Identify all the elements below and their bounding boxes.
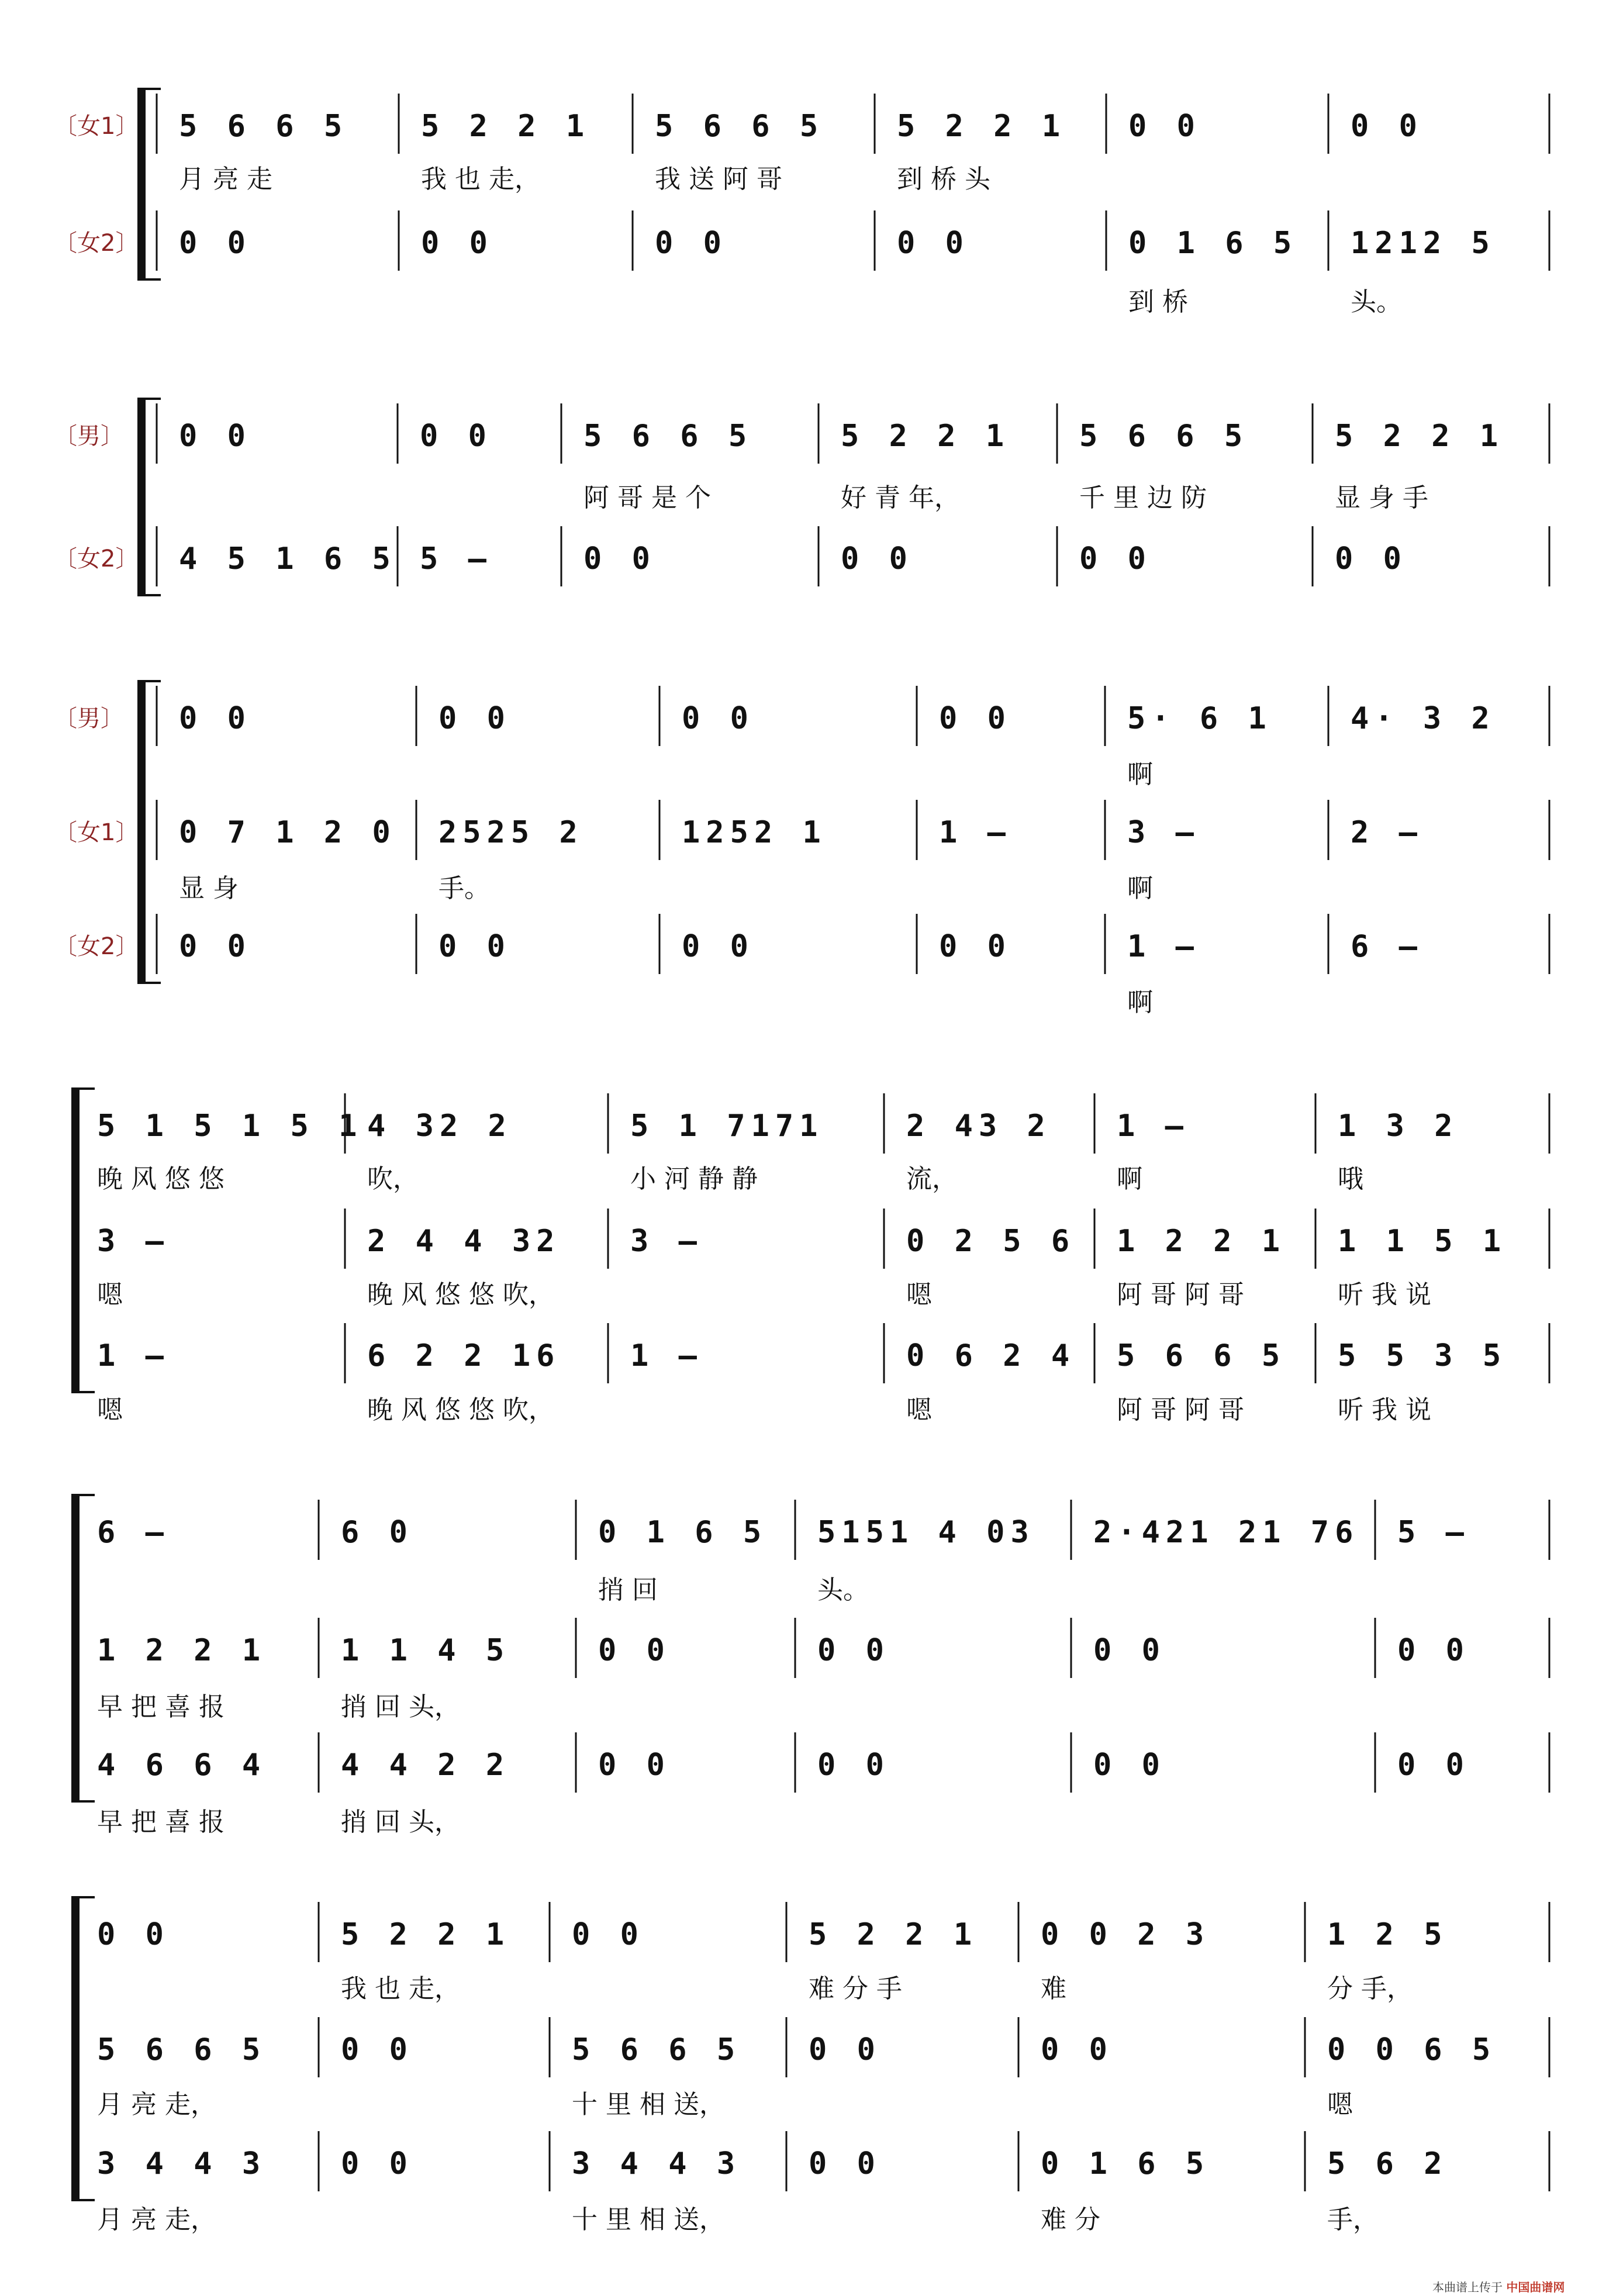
measure-notes: 2·421 21 76 — [1093, 1515, 1359, 1550]
measure-notes: 4 5 1 6 5 — [179, 541, 396, 576]
lyric-text: 十 里 相 送， — [572, 2205, 725, 2235]
measure-notes: 1 1 4 5 — [341, 1633, 510, 1668]
measure-notes: 1252 1 — [682, 815, 827, 850]
measure-notes: 0 0 — [438, 929, 511, 964]
measure-notes: 0 0 — [1093, 1748, 1166, 1783]
lyric-text: 流， — [906, 1164, 958, 1194]
measure-notes: 0 0 — [1093, 1633, 1166, 1668]
measure-notes: 3 4 4 3 — [572, 2146, 741, 2181]
measure-notes: 1 2 5 — [1327, 1917, 1448, 1952]
lyric-text: 晚 风 悠 悠 吹， — [367, 1395, 554, 1425]
lyric-text: 啊 — [1127, 873, 1153, 903]
measure-notes: 5 1 7171 — [630, 1109, 824, 1144]
lyric-text: 我 也 走， — [341, 1974, 460, 2004]
lyric-text: 听 我 说 — [1338, 1395, 1431, 1425]
measure-notes: 5151 4 03 — [817, 1515, 1035, 1550]
measure-notes: 3 – — [630, 1224, 703, 1259]
measure-notes: 6 – — [97, 1515, 170, 1550]
measure-notes: 2 4 4 32 — [367, 1224, 561, 1259]
measure-notes: 1 – — [630, 1338, 703, 1373]
lyric-text: 十 里 相 送， — [572, 2090, 725, 2119]
part-label: 〔男〕 — [54, 423, 124, 450]
lyric-text: 听 我 说 — [1338, 1280, 1431, 1310]
lyric-text: 千 里 边 防 — [1079, 483, 1207, 513]
lyric-text: 嗯 — [1327, 2090, 1353, 2119]
lyric-text: 嗯 — [97, 1280, 123, 1310]
measure-notes: 5 6 6 5 — [583, 419, 753, 454]
lyric-text: 吹， — [367, 1164, 419, 1194]
measure-notes: 5 6 6 5 — [179, 109, 348, 144]
measure-notes: 5 5 3 5 — [1338, 1338, 1507, 1373]
lyric-text: 我 送 阿 哥 — [655, 164, 782, 194]
measure-notes: 1 2 2 1 — [1117, 1224, 1286, 1259]
measure-notes: 5 6 6 5 — [572, 2032, 741, 2067]
part-label: 〔女1〕 — [54, 819, 139, 846]
lyric-text: 啊 — [1117, 1164, 1142, 1194]
measure-notes: 0 0 2 3 — [1041, 1917, 1210, 1952]
system-1 — [54, 89, 1549, 317]
measure-notes: 0 1 6 5 — [598, 1515, 768, 1550]
measure-notes: 0 0 — [179, 929, 251, 964]
lyric-text: 啊 — [1127, 759, 1153, 789]
footer-brand: 中国曲谱网 — [1506, 2280, 1565, 2294]
footer — [1432, 2278, 1565, 2295]
measure-notes: 2 – — [1351, 815, 1423, 850]
measure-notes: 0 0 — [97, 1917, 170, 1952]
measure-notes: 0 0 — [1128, 109, 1201, 144]
lyric-text: 小 河 静 静 — [630, 1164, 758, 1194]
measure-notes: 6 0 — [341, 1515, 413, 1550]
measure-notes: 6 – — [1351, 929, 1423, 964]
part-label: 〔男〕 — [54, 705, 124, 732]
measure-notes: 5 6 6 5 — [97, 2032, 267, 2067]
measure-notes: 0 0 — [809, 2146, 881, 2181]
measure-notes: 0 7 1 2 0 — [179, 815, 396, 850]
lyric-text: 早 把 喜 报 — [97, 1692, 225, 1722]
part-label: 〔女2〕 — [54, 545, 139, 572]
system-4 — [71, 1089, 1549, 1425]
measure-notes: 1 – — [939, 815, 1011, 850]
lyric-text: 阿 哥 是 个 — [583, 483, 711, 513]
measure-notes: 5 2 2 1 — [1335, 419, 1504, 454]
measure-notes: 1212 5 — [1351, 226, 1496, 261]
measure-notes: 3 – — [97, 1224, 170, 1259]
lyric-text: 阿 哥 阿 哥 — [1117, 1395, 1244, 1425]
lyric-text: 手， — [1327, 2205, 1379, 2235]
lyric-text: 嗯 — [906, 1395, 932, 1425]
lyric-text: 到 桥 — [1128, 287, 1188, 317]
measure-notes: 0 0 — [1397, 1748, 1470, 1783]
measure-notes: 5 2 2 1 — [841, 419, 1010, 454]
lyric-text: 分 手， — [1327, 1974, 1413, 2004]
measure-notes: 5 2 2 1 — [421, 109, 591, 144]
measure-notes: 0 6 2 4 — [906, 1338, 1076, 1373]
measure-notes: 0 0 — [939, 929, 1011, 964]
measure-notes: 4 4 2 2 — [341, 1748, 510, 1783]
measure-notes: 0 0 — [682, 701, 754, 736]
measure-notes: 0 0 — [179, 419, 251, 454]
lyric-text: 晚 风 悠 悠 吹， — [367, 1280, 554, 1310]
lyric-text: 嗯 — [906, 1280, 932, 1310]
measure-notes: 1 – — [1127, 929, 1200, 964]
measure-notes: 0 0 — [841, 541, 913, 576]
measure-notes: 0 0 — [438, 701, 511, 736]
lyric-text: 月 亮 走， — [97, 2090, 216, 2119]
measure-notes: 0 0 — [179, 701, 251, 736]
lyric-text: 啊 — [1127, 988, 1153, 1017]
lyric-text: 显 身 手 — [1335, 483, 1428, 513]
system-5 — [71, 1495, 1549, 1837]
measure-notes: 0 0 — [598, 1748, 671, 1783]
system-6 — [71, 1897, 1549, 2235]
lyric-text: 早 把 喜 报 — [97, 1807, 225, 1837]
measure-notes: 0 0 — [682, 929, 754, 964]
measure-notes: 0 2 5 6 — [906, 1224, 1076, 1259]
lyric-text: 头。 — [817, 1575, 869, 1605]
lyric-text: 难 分 — [1041, 2205, 1100, 2235]
lyric-text: 手。 — [438, 873, 490, 903]
part-label: 〔女2〕 — [54, 933, 139, 960]
measure-notes: 0 0 — [420, 419, 492, 454]
measure-notes: 5 6 6 5 — [1117, 1338, 1286, 1373]
measure-notes: 4 6 6 4 — [97, 1748, 267, 1783]
lyric-text: 阿 哥 阿 哥 — [1117, 1280, 1244, 1310]
measure-notes: 0 0 — [1351, 109, 1423, 144]
lyric-text: 嗯 — [97, 1395, 123, 1425]
measure-notes: 5 2 2 1 — [341, 1917, 510, 1952]
measure-notes: 0 0 — [572, 1917, 644, 1952]
measure-notes: 0 0 — [1335, 541, 1407, 576]
measure-notes: 5 6 6 5 — [1079, 419, 1249, 454]
measure-notes: 0 0 — [655, 226, 727, 261]
measure-notes: 2 43 2 — [906, 1109, 1051, 1144]
lyric-text: 我 也 走， — [421, 164, 540, 194]
measure-notes: 4· 3 2 — [1351, 701, 1496, 736]
lyric-text: 难 分 手 — [809, 1974, 902, 2004]
measure-notes: 0 0 — [1079, 541, 1152, 576]
measure-notes: 0 0 — [598, 1633, 671, 1668]
lyric-text: 捎 回 — [598, 1575, 658, 1605]
measure-notes: 6 2 2 16 — [367, 1338, 561, 1373]
measure-notes: 5 1 5 1 5 1 — [97, 1109, 363, 1144]
system-3 — [54, 681, 1549, 1017]
lyric-text: 月 亮 走 — [179, 164, 272, 194]
lyric-text: 捎 回 头， — [341, 1807, 460, 1837]
measure-notes: 2525 2 — [438, 815, 583, 850]
measure-notes: 0 1 6 5 — [1041, 2146, 1210, 2181]
measure-notes: 1 – — [1117, 1109, 1189, 1144]
system-2 — [54, 399, 1549, 595]
part-label: 〔女2〕 — [54, 230, 139, 257]
measure-notes: 5 6 6 5 — [655, 109, 824, 144]
measure-notes: 0 1 6 5 — [1128, 226, 1298, 261]
lyric-text: 月 亮 走， — [97, 2205, 216, 2235]
measure-notes: 5· 6 1 — [1127, 701, 1272, 736]
lyric-text: 好 青 年， — [841, 483, 960, 513]
measure-notes: 1 1 5 1 — [1338, 1224, 1507, 1259]
measure-notes: 5 – — [420, 541, 492, 576]
measure-notes: 0 0 — [897, 226, 969, 261]
measure-notes: 0 0 — [179, 226, 251, 261]
measure-notes: 0 0 — [421, 226, 493, 261]
measure-notes: 0 0 — [583, 541, 656, 576]
measure-notes: 1 3 2 — [1338, 1109, 1459, 1144]
measure-notes: 0 0 — [1041, 2032, 1113, 2067]
lyric-text: 捎 回 头， — [341, 1692, 460, 1722]
measure-notes: 0 0 — [341, 2032, 413, 2067]
measure-notes: 0 0 — [809, 2032, 881, 2067]
lyric-text: 晚 风 悠 悠 — [97, 1164, 225, 1194]
measure-notes: 0 0 — [817, 1748, 890, 1783]
measure-notes: 3 4 4 3 — [97, 2146, 267, 2181]
lyric-text: 到 桥 头 — [897, 164, 990, 194]
lyric-text: 哦 — [1338, 1164, 1363, 1194]
measure-notes: 4 32 2 — [367, 1109, 512, 1144]
measure-notes: 0 0 — [939, 701, 1011, 736]
measure-notes: 5 6 2 — [1327, 2146, 1448, 2181]
measure-notes: 1 2 2 1 — [97, 1633, 267, 1668]
part-label: 〔女1〕 — [54, 113, 139, 140]
measure-notes: 0 0 — [1397, 1633, 1470, 1668]
measure-notes: 1 – — [97, 1338, 170, 1373]
measure-notes: 0 0 6 5 — [1327, 2032, 1497, 2067]
measure-notes: 5 2 2 1 — [897, 109, 1066, 144]
lyric-text: 头。 — [1351, 287, 1402, 317]
measure-notes: 5 2 2 1 — [809, 1917, 978, 1952]
measure-notes: 5 – — [1397, 1515, 1470, 1550]
lyric-text: 显 身 — [179, 873, 239, 903]
measure-notes: 3 – — [1127, 815, 1200, 850]
measure-notes: 0 0 — [817, 1633, 890, 1668]
lyric-text: 难 — [1041, 1974, 1066, 2004]
measure-notes: 0 0 — [341, 2146, 413, 2181]
footer-text: 本曲谱上传于 — [1432, 2280, 1503, 2294]
